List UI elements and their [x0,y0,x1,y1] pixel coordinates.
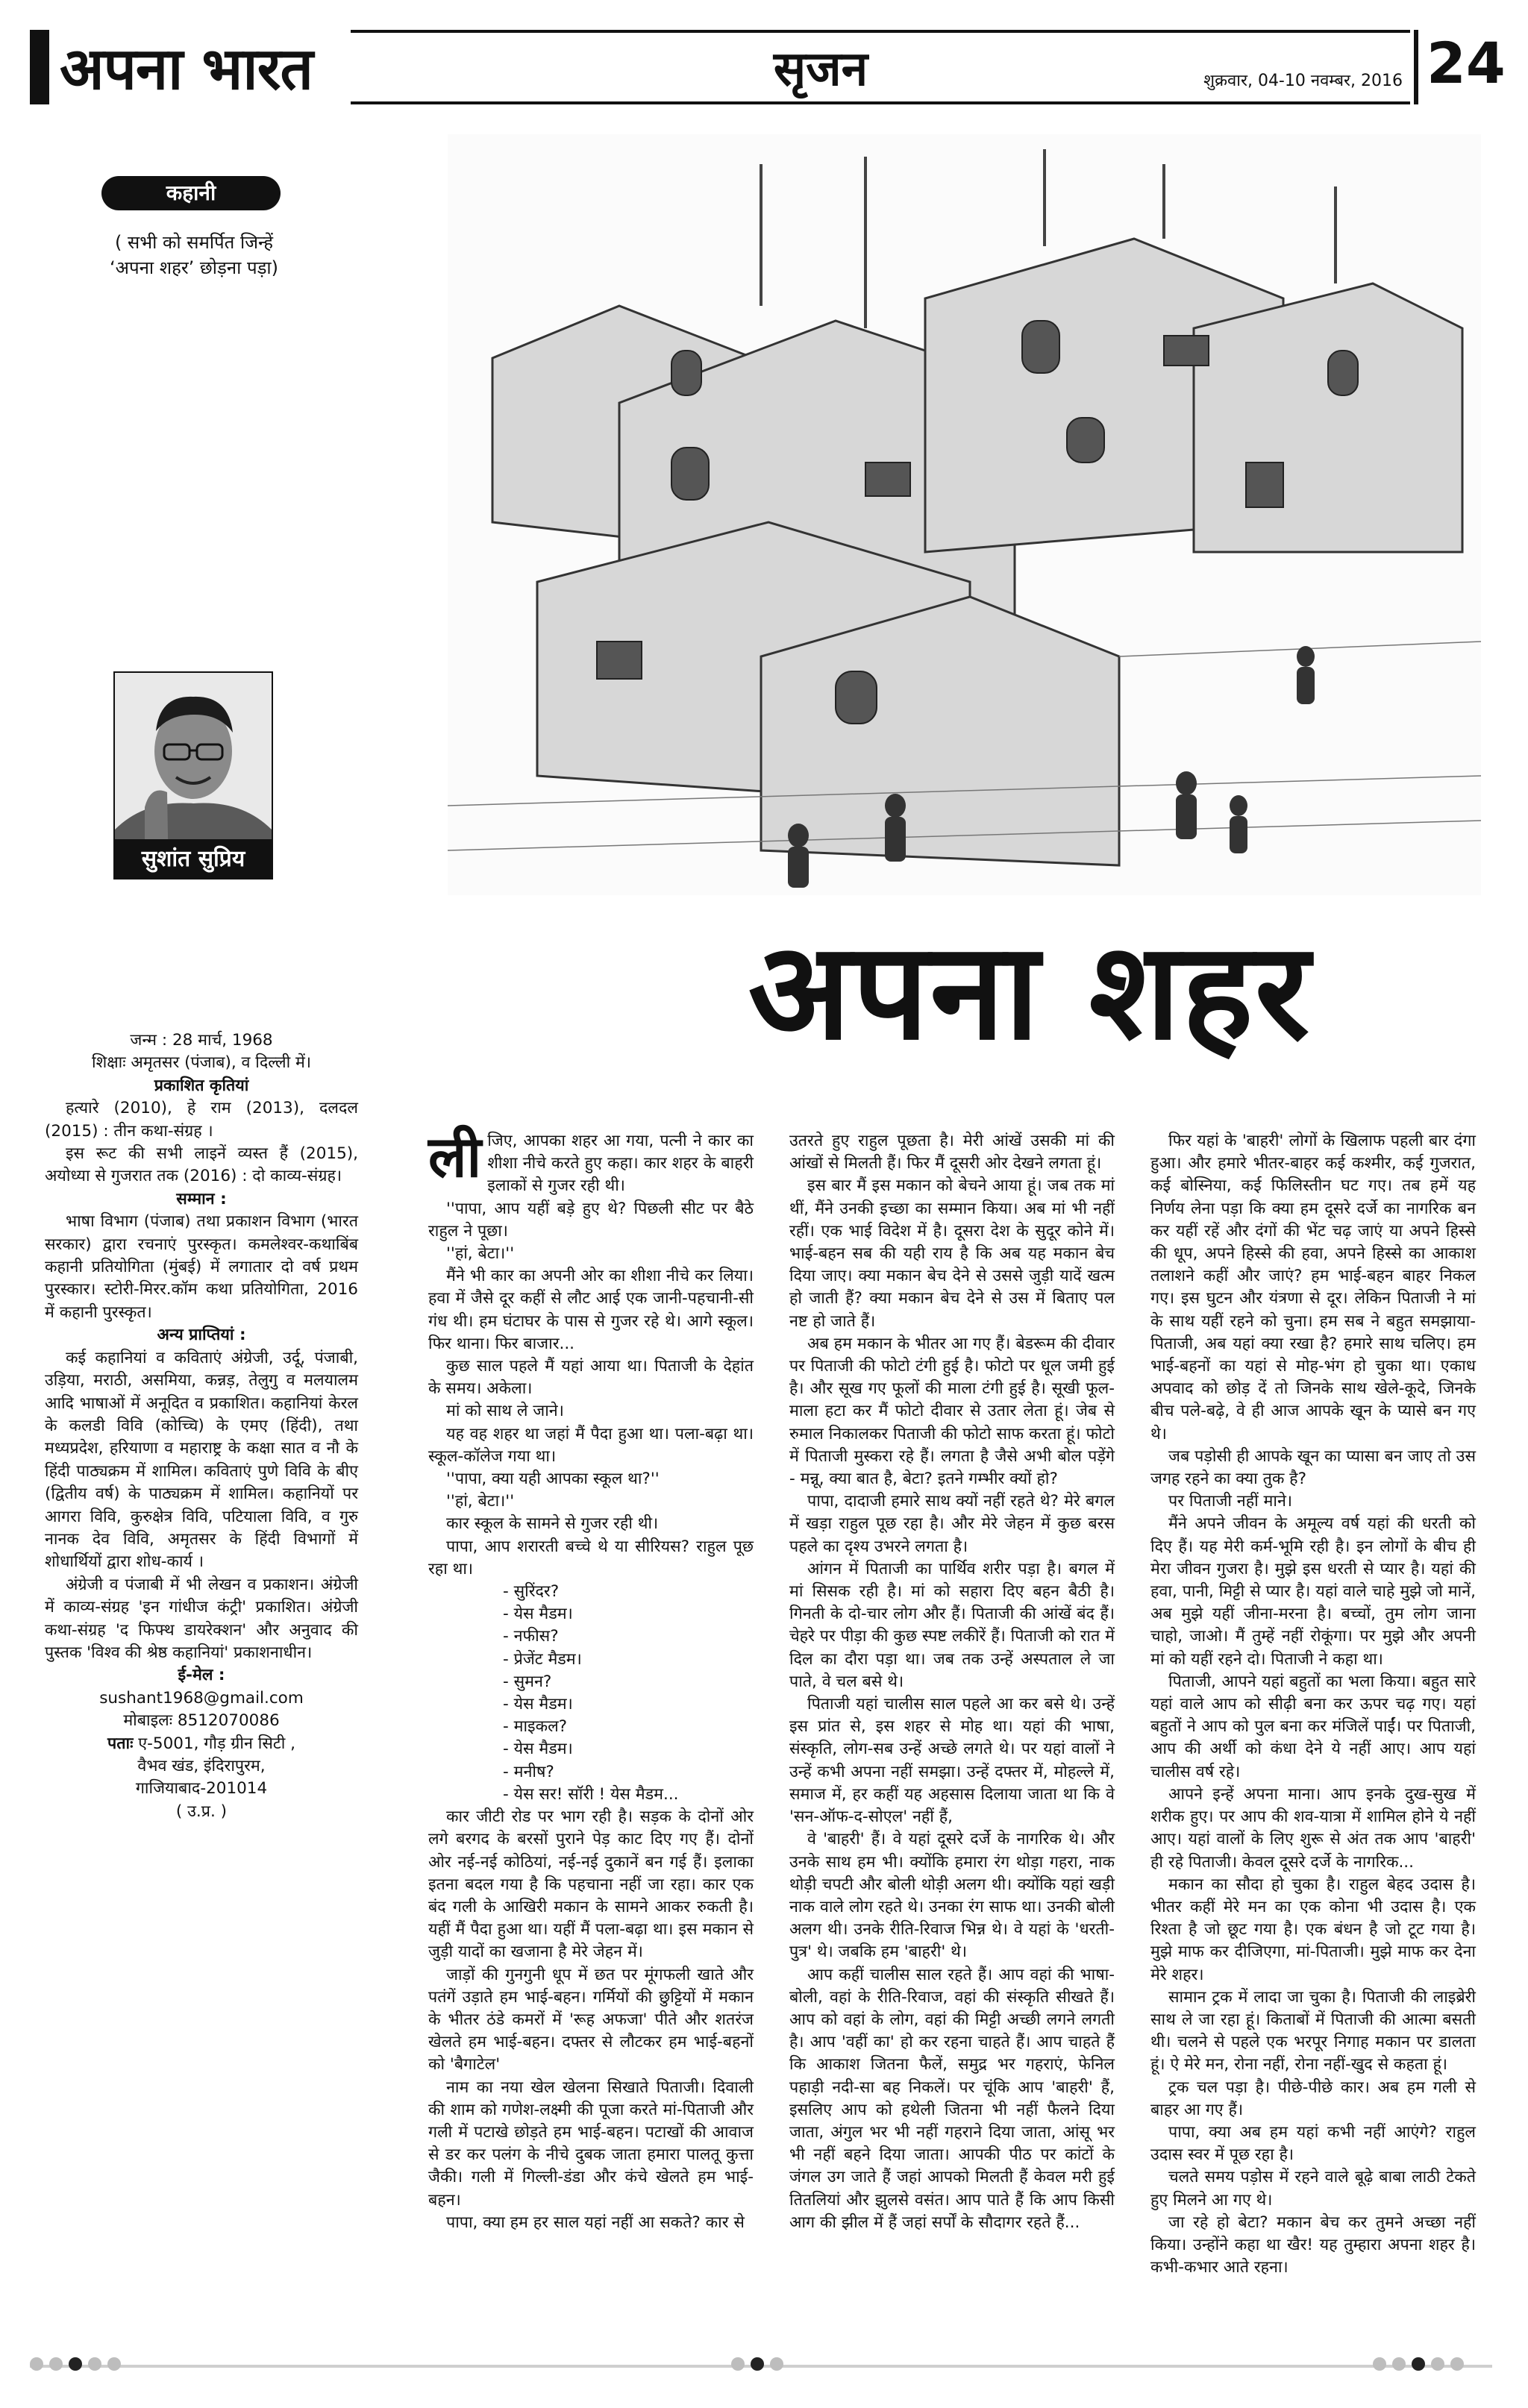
dedication-line-2: ‘अपना शहर’ छोड़ना पड़ा) [110,257,278,278]
bio-address-2: वैभव खंड, इंदिरापुरम, [137,1757,266,1775]
bio-others-heading: अन्य प्राप्तियां : [157,1326,246,1345]
footer-dot [751,2357,764,2371]
story-paragraph: जा रहे हो बेटा? मकान बेच कर तुमने अच्छा नहीं किया। उन्होंने कहा था खैर! यह तुम्हारा अपना शहर है। कभी-कभार आते रहना। [1150,2213,1476,2277]
footer-dot [49,2357,63,2371]
story-paragraph: पिताजी, आपने यहां बहुतों का भला किया। बहुत सारे यहां वाले आप को सीढ़ी बना कर ऊपर चढ़ गए। यहां बहुतों ने आप को पुल बना कर मंजिलें पाईं। पर पिताजी, आप की अर्थी को कंधा देने ये नहीं आए। आप यहां चालीस वर्ष रहे। [1150,1672,1476,1781]
roll-call-line: - येस सर! सॉरी ! येस मैडम... [503,1784,679,1804]
story-paragraph: मकान का सौदा हो चुका है। राहुल बेहद उदास है। भीतर कहीं मेरे मन का एक कोना भी उदास है। एक रिश्ता है जो छूट गया है। एक बंधन है जो टूट गया है। मुझे माफ कर दीजिएगा, मां-पिताजी। मुझे माफ कर देना मेरे शहर। [1150,1875,1476,1984]
story-paragraph: कार स्कूल के सामने से गुजर रही थी। [446,1514,659,1534]
story-paragraph: इस बार मैं इस मकान को बेचने आया हूं। जब तक मां थीं, मैंने उनकी इच्छा का सम्मान किया। अब मां भी नहीं रहीं। एक भाई विदेश में है। दूसरा देश के सुदूर कोने में। भाई-बहन सब की यही राय है कि अब यह मकान बेच दिया जाए। क्या मकान बेच देने से उससे जुड़ी यादें खत्म हो जाती हैं? क्या मकान बेच देने से उस में बिताए पल नष्ट हो जाते हैं। [789,1176,1115,1331]
footer-dot [1412,2357,1425,2371]
story-paragraph: आपने इन्हें अपना माना। आप इनके दुख-सुख में शरीक हुए। पर आप की शव-यात्रा में शामिल होने ये नहीं आए। यहां वालों के लिए शुरू से अंत तक आप 'बाहरी' ही रहे पिताजी। केवल दूसरे दर्जे के नागरिक... [1150,1784,1476,1872]
footer-dots-center [731,2357,789,2374]
story-paragraph: ''हां, बेटा।'' [446,1492,515,1511]
footer-dot [1373,2357,1386,2371]
bio-honours: भाषा विभाग (पंजाब) तथा प्रकाशन विभाग (भारत सरकार) द्वारा रचनाएं पुरस्कृत। कमलेश्वर-कथाबिंब कहानी प्रतियोगिता (मुंबई) में लगातार दो वर्ष प्रथम पुरस्कार। स्टोरी-मिरर.कॉम कथा प्रतियोगिता, 2016 में कहानी पुरस्कृत। [45,1212,358,1322]
story-column-2 [789,1130,1115,2234]
story-paragraph: उतरते हुए राहुल पूछता है। मेरी आंखें उसकी मां की आंखों से मिलती हैं। फिर मैं दूसरी ओर देखने लगता हूं। [789,1132,1115,1173]
footer-dot [30,2357,43,2371]
story-paragraph: पर पिताजी नहीं माने। [1168,1492,1293,1511]
story-paragraph: चलते समय पड़ोस में रहने वाले बूढ़े बाबा लाठी टेकते हुए मिलने आ गए थे। [1150,2168,1476,2210]
bio-email[interactable]: sushant1968@gmail.com [99,1688,304,1708]
footer-dots-left [30,2357,127,2374]
story-paragraph: मां को साथ ले जाने। [446,1402,564,1421]
story-paragraph: फिर यहां के 'बाहरी' लोगों के खिलाफ पहली बार दंगा हुआ। और हमारे भीतर-बाहर कई कश्मीर, कई गुजरात, कई बोस्निया, कई फिलिस्तीन घट गए। तब हमें यह निर्णय लेना पड़ा कि क्या हम दूसरे दर्जे का नागरिक बन कर यहीं रहें और दंगों की भेंट चढ़ जाएं या अपने हिस्से की धूप, अपने हिस्से की हवा, अपने हिस्से का आकाश तलाशने कहीं और जाएं? हम भाई-बहन बाहर निकल गए। इस घुटन और यंत्रणा से दूर। लेकिन पिताजी ने मां के साथ यहीं रहने को चुना। हम सब ने बहुत समझाया-पिताजी, अब यहां क्या रखा है? हमारे साथ चलिए। हम भाई-बहनों का यहां से मोह-भंग हो चुका था। एकाध अपवाद को छोड़ दें तो जिनके साथ खेले-कूदे, जिनके बीच पले-बढ़े, वे ही आज आपके खून के प्यासे बन गए थे। [1150,1132,1476,1443]
newspaper-title: अपना भारत [60,35,313,103]
story-paragraph: वे 'बाहरी' हैं। वे यहां दूसरे दर्जे के नागरिक थे। और उनके साथ हम भी। क्योंकि हमारा रंग थोड़ा गहरा, नाक थोड़ी चपटी और बोली थोड़ी अलग थी। क्योंकि यहां खड़ी नाक वाले लोग रहते थे। उनका रंग साफ था। उनकी बोली अलग थी। उनके रीति-रिवाज भिन्न थे। वे यहां के 'धरती-पुत्र' थे। जबकि हम 'बाहरी' थे। [789,1830,1115,1962]
story-paragraph: जब पड़ोसी ही आपके खून का प्यासा बन जाए तो उस जगह रहने का क्या तुक है? [1150,1446,1476,1489]
page-number: 24 [1427,30,1506,96]
story-column-3 [1150,1130,1476,2279]
story-paragraph: नाम का नया खेल खेलना सिखाते पिताजी। दिवाली की शाम को गणेश-लक्ष्मी की पूजा करते मां-पिताजी और गली में पटाखे छोड़ते हम भाई-बहन। पटाखों की आवाज से डर कर पलंग के नीचे दुबक जाता हमारा पालतू कुत्ता जैकी। गली में गिल्ली-डंडा और कंचे खेलते हम भाई-बहन। [428,2078,754,2210]
story-title: अपना शहर [748,914,1312,1070]
story-paragraph: पापा, दादाजी हमारे साथ क्यों नहीं रहते थे? मेरे बगल में खड़ा राहुल पूछ रहा है। और मेरे जेहन में कुछ बरस पहले का दृश्य उभरने लगता है। [789,1492,1115,1556]
roll-call-line: - नफीस? [503,1627,559,1646]
bio-others-2: अंग्रेजी व पंजाबी में भी लेखन व प्रकाशन। अंग्रेजी में काव्य-संग्रह 'इन गांधीज कंट्री' प्रकाशित। अंग्रेजी कथा-संग्रह 'द फिफ्थ डायरेक्शन' और अनुवाद की पुस्तक 'विश्व की श्रेष्ठ कहानियां' प्रकाशनाधीन। [45,1575,358,1662]
story-paragraph: ट्रक चल पड़ा है। पीछे-पीछे कार। अब हम गली से बाहर आ गए हैं। [1150,2078,1476,2119]
roll-call-line: - सुरिंदर? [503,1582,560,1602]
story-paragraph: यह वह शहर था जहां मैं पैदा हुआ था। पला-बढ़ा था। स्कूल-कॉलेज गया था। [428,1424,754,1466]
page-number-bar [1414,30,1418,104]
bio-address-4: ( उ.प्र. ) [175,1802,228,1821]
footer-dot [88,2357,101,2371]
roll-call-line: - सुमन? [503,1672,552,1691]
footer-dot [69,2357,82,2371]
footer-dot [731,2357,745,2371]
roll-call-line: - येस मैडम। [503,1605,573,1624]
footer-dot [1392,2357,1406,2371]
story-column-1 [428,1123,754,2234]
footer-dot [770,2357,783,2371]
story-paragraph: आप कहीं चालीस साल रहते हैं। आप वहां की भाषा-बोली, वहां के रीति-रिवाज, वहां की संस्कृति सीखते हैं। आप को वहां के लोग, वहां की मिट्टी अच्छी लगने लगती है। आप 'वहीं का' हो कर रहना चाहते हैं। आप चाहते हैं कि आकाश जितना फैलें, समुद्र भर गहराएं, फेनिल पहाड़ी नदी-सा बह निकलें। पर चूंकि आप 'बाहरी' हैं, इसलिए आप को हथेली जितना भी नहीं फैलने दिया जाता, अंगुल भर भी नहीं गहराने दिया जाता, आंसू भर भी नहीं बहने दिया जाता। आपकी पीठ पर कांटों के जंगल उग जाते हैं जहां आपको मिलती हैं केवल मरी हुई तितलियां और झुलसे वसंत। आप पाते हैं कि आप किसी आग की झील में हैं जहां सर्पों के सौदागर रहते हैं... [789,1965,1115,2232]
bio-address-line-1: ए-5001, गौड़ ग्रीन सिटी , [138,1734,295,1753]
story-paragraph: पापा, क्या हम हर साल यहां नहीं आ सकते? कार से [446,2213,745,2232]
story-paragraph: ''पापा, आप यहीं बड़े हुए थे? पिछली सीट पर बैठे राहुल ने पूछा। [428,1199,754,1241]
bio-born: जन्म : 28 मार्च, 1968 [130,1031,273,1050]
roll-call-line: - मनीष? [503,1762,554,1781]
story-paragraph: जाड़ों की गुनगुनी धूप में छत पर मूंगफली खाते और पतंगें उड़ाते हम भाई-बहन। गर्मियों की छुट्टियों में मकान के भीतर ठंडे कमरों में 'रूह अफजा' पीते और शतरंज खेलते हम भाई-बहन। दफ्तर से लौटकर हम भाई-बहनों को 'बैगाटेल' [428,1965,754,2075]
bio-published-1: हत्यारे (2010), हे राम (2013), दलदल (2015) : तीन कथा-संग्रह । [45,1099,358,1141]
bio-email-heading: ई-मेल : [178,1666,225,1685]
illustration-sketch [448,134,1481,895]
bio-mobile: मोबाइलः 8512070086 [123,1711,280,1731]
roll-call-line: - माइकल? [503,1717,568,1737]
story-paragraph: कुछ साल पहले मैं यहां आया था। पिताजी के देहांत के समय। अकेला। [428,1357,754,1399]
section-title: सृजन [773,41,868,97]
bio-address-3: गाजियाबाद-201014 [135,1779,268,1799]
masthead-rule-top [351,30,1410,33]
footer-dots-right [1373,2357,1470,2374]
city-ruins-illustration [448,134,1481,895]
story-paragraph: पापा, क्या अब हम यहां कभी नहीं आएंगे? राहुल उदास स्वर में पूछ रहा है। [1150,2122,1476,2165]
story-paragraph: मैंने अपने जीवन के अमूल्य वर्ष यहां की धरती को दिए हैं। यह मेरी कर्म-भूमि रही है। इन लोगों के बीच ही मेरा जीवन गुजरा है। मुझे इस धरती से प्यार है। यहां की हवा, पानी, मिट्टी से प्यार है। यहां वाले चाहे मुझे जो मानें, अब मुझे यहीं जीना-मरना है। बच्चों, तुम लोग जाना चाहो, जाओ। मैं तुम्हें नहीं रोकूंगा। पर मुझे और अपनी मां को यहीं रहने दो। पिताजी ने कहा था। [1150,1514,1476,1669]
story-paragraph: लीजिए, आपका शहर आ गया, पत्नी ने कार का शीशा नीचे करते हुए कहा। कार शहर के बाहरी इलाकों से गुजर रही थी। [428,1123,754,1196]
roll-call-line: - येस मैडम। [503,1740,573,1759]
bio-published-heading: प्रकाशित कृतियां [154,1076,249,1095]
dateline: शुक्रवार, 04-10 नवम्बर, 2016 [1203,72,1403,90]
bio-address-1 [45,1733,358,1755]
footer-dot [107,2357,121,2371]
bio-education: शिक्षाः अमृतसर (पंजाब), व दिल्ली में। [92,1053,311,1073]
footer-dot [1450,2357,1464,2371]
masthead-rule-bottom [351,101,1410,104]
story-paragraph: कार जीटी रोड पर भाग रही है। सड़क के दोनों ओर लगे बरगद के बरसों पुराने पेड़ काट दिए गए हैं। दोनों ओर नई-नई कोठियां, नई-नई दुकानें बन गई हैं। इलाका इतना बदल गया है कि पहचाना नहीं जा रहा। कार एक बंद गली के आखिरी मकान के सामने आकर रुकती है। यहीं मैं पैदा हुआ था। यहीं मैं पला-बढ़ा था। इस मकान से जुड़ी यादों का खजाना है मेरे जेहन में। [428,1807,754,1962]
dedication-line-1: ( सभी को समर्पित जिन्हें [115,232,273,253]
story-paragraph: ''हां, बेटा।'' [446,1244,515,1264]
story-paragraph: पापा, आप शरारती बच्चे थे या सीरियस? राहुल पूछ रहा था। [428,1537,754,1578]
story-paragraph: ''पापा, क्या यही आपका स्कूल था?'' [446,1470,660,1489]
masthead-block [30,30,49,104]
bio-address-heading: पताः [107,1734,134,1753]
bio-published-2: इस रूट की सभी लाइनें व्यस्त हैं (2015), अयोध्या से गुजरात तक (2016) : दो काव्य-संग्रह। [45,1144,358,1186]
bio-others-1: कई कहानियां व कविताएं अंग्रेजी, उर्दू, पंजाबी, उड़िया, मराठी, असमिया, कन्नड़, तेलुगु व मलयालम आदि भाषाओं में अनूदित व प्रकाशित। कहानियां केरल के कलडी विवि (कोच्चि) के एमए (हिंदी), तथा मध्यप्रदेश, हरियाणा व महाराष्ट्र के कक्षा सात व नौ के हिंदी पाठ्यक्रम में शामिल। कविताएं पुणे विवि के बीए (द्वितीय वर्ष) के पाठ्यक्रम में शामिल। कहानियों पर आगरा विवि, कुरुक्षेत्र विवि, पटियाला विवि, व गुरु नानक देव विवि, अमृतसर के हिंदी विभागों में शोधार्थियों द्वारा शोध-कार्य । [45,1348,358,1572]
footer-dot [1431,2357,1444,2371]
bio-honours-heading: सम्मान : [176,1189,227,1208]
dedication [45,230,343,280]
roll-call-line: - प्रेजेंट मैडम। [503,1649,582,1669]
story-paragraph: आंगन में पिताजी का पार्थिव शरीर पड़ा है। बगल में मां सिसक रही है। मां को सहारा दिए बहन बैठी है। गिनती के दो-चार लोग और हैं। पिताजी की आंखें बंद हैं। चेहरे पर पीड़ा की कुछ स्पष्ट लकीरें हैं। पिताजी को रात में दिल का दौरा पड़ा था। जब तक उन्हें अस्पताल ले जा पाते, वे चल बसे थे। [789,1559,1115,1691]
author-name: सुशांत सुप्रिय [113,839,273,880]
author-bio [45,1029,358,1823]
story-paragraph: पिताजी यहां चालीस साल पहले आ कर बसे थे। उन्हें इस प्रांत से, इस शहर से मोह था। यहां की भाषा, संस्कृति, लोग-सब उन्हें अच्छे लगते थे। पर यहां वालों ने उन्हें कभी अपना नहीं समझा। उन्हें दफ्तर में, मोहल्ले में, समाज में, हर कहीं यह अहसास दिलाया जाता था कि वे 'सन-ऑफ-द-सोएल' नहीं हैं, [789,1695,1115,1827]
drop-cap: ली [428,1123,482,1190]
genre-tag: कहानी [101,176,281,210]
story-paragraph: सामान ट्रक में लादा जा चुका है। पिताजी की लाइब्रेरी साथ ले जा रहा हूं। किताबों में पिताजी की आत्मा बसती थी। चलने से पहले एक भरपूर निगाह मकान पर डालता हूं। ऐ मेरे मन, रोना नहीं, रोना नहीं-खुद से कहता हूं। [1150,1987,1476,2075]
roll-call-line: - येस मैडम। [503,1695,573,1714]
story-paragraph: मैंने भी कार का अपनी ओर का शीशा नीचे कर लिया। हवा में जैसे दूर कहीं से लौट आई एक जानी-पहचानी-सी गंध थी। हम घंटाघर के पास से गुजर रहे थे। आगे स्कूल। फिर थाना। फिर बाजार... [428,1267,754,1353]
story-paragraph: अब हम मकान के भीतर आ गए हैं। बेडरूम की दीवार पर पिताजी की फोटो टंगी हुई है। फोटो पर धूल जमी हुई है। और सूख गए फूलों की माला टंगी हुई है। सूखी फूल-माला हटा कर मैं फोटो दीवार से उतार लेता हूं। जेब से रुमाल निकालकर पिताजी की फोटो साफ करता हूं। फोटो में पिताजी मुस्करा रहे हैं। लगता है जैसे अभी बोल पड़ेंगे - मन्नू, क्या बात है, बेटा? इतने गम्भीर क्यों हो? [789,1334,1115,1489]
